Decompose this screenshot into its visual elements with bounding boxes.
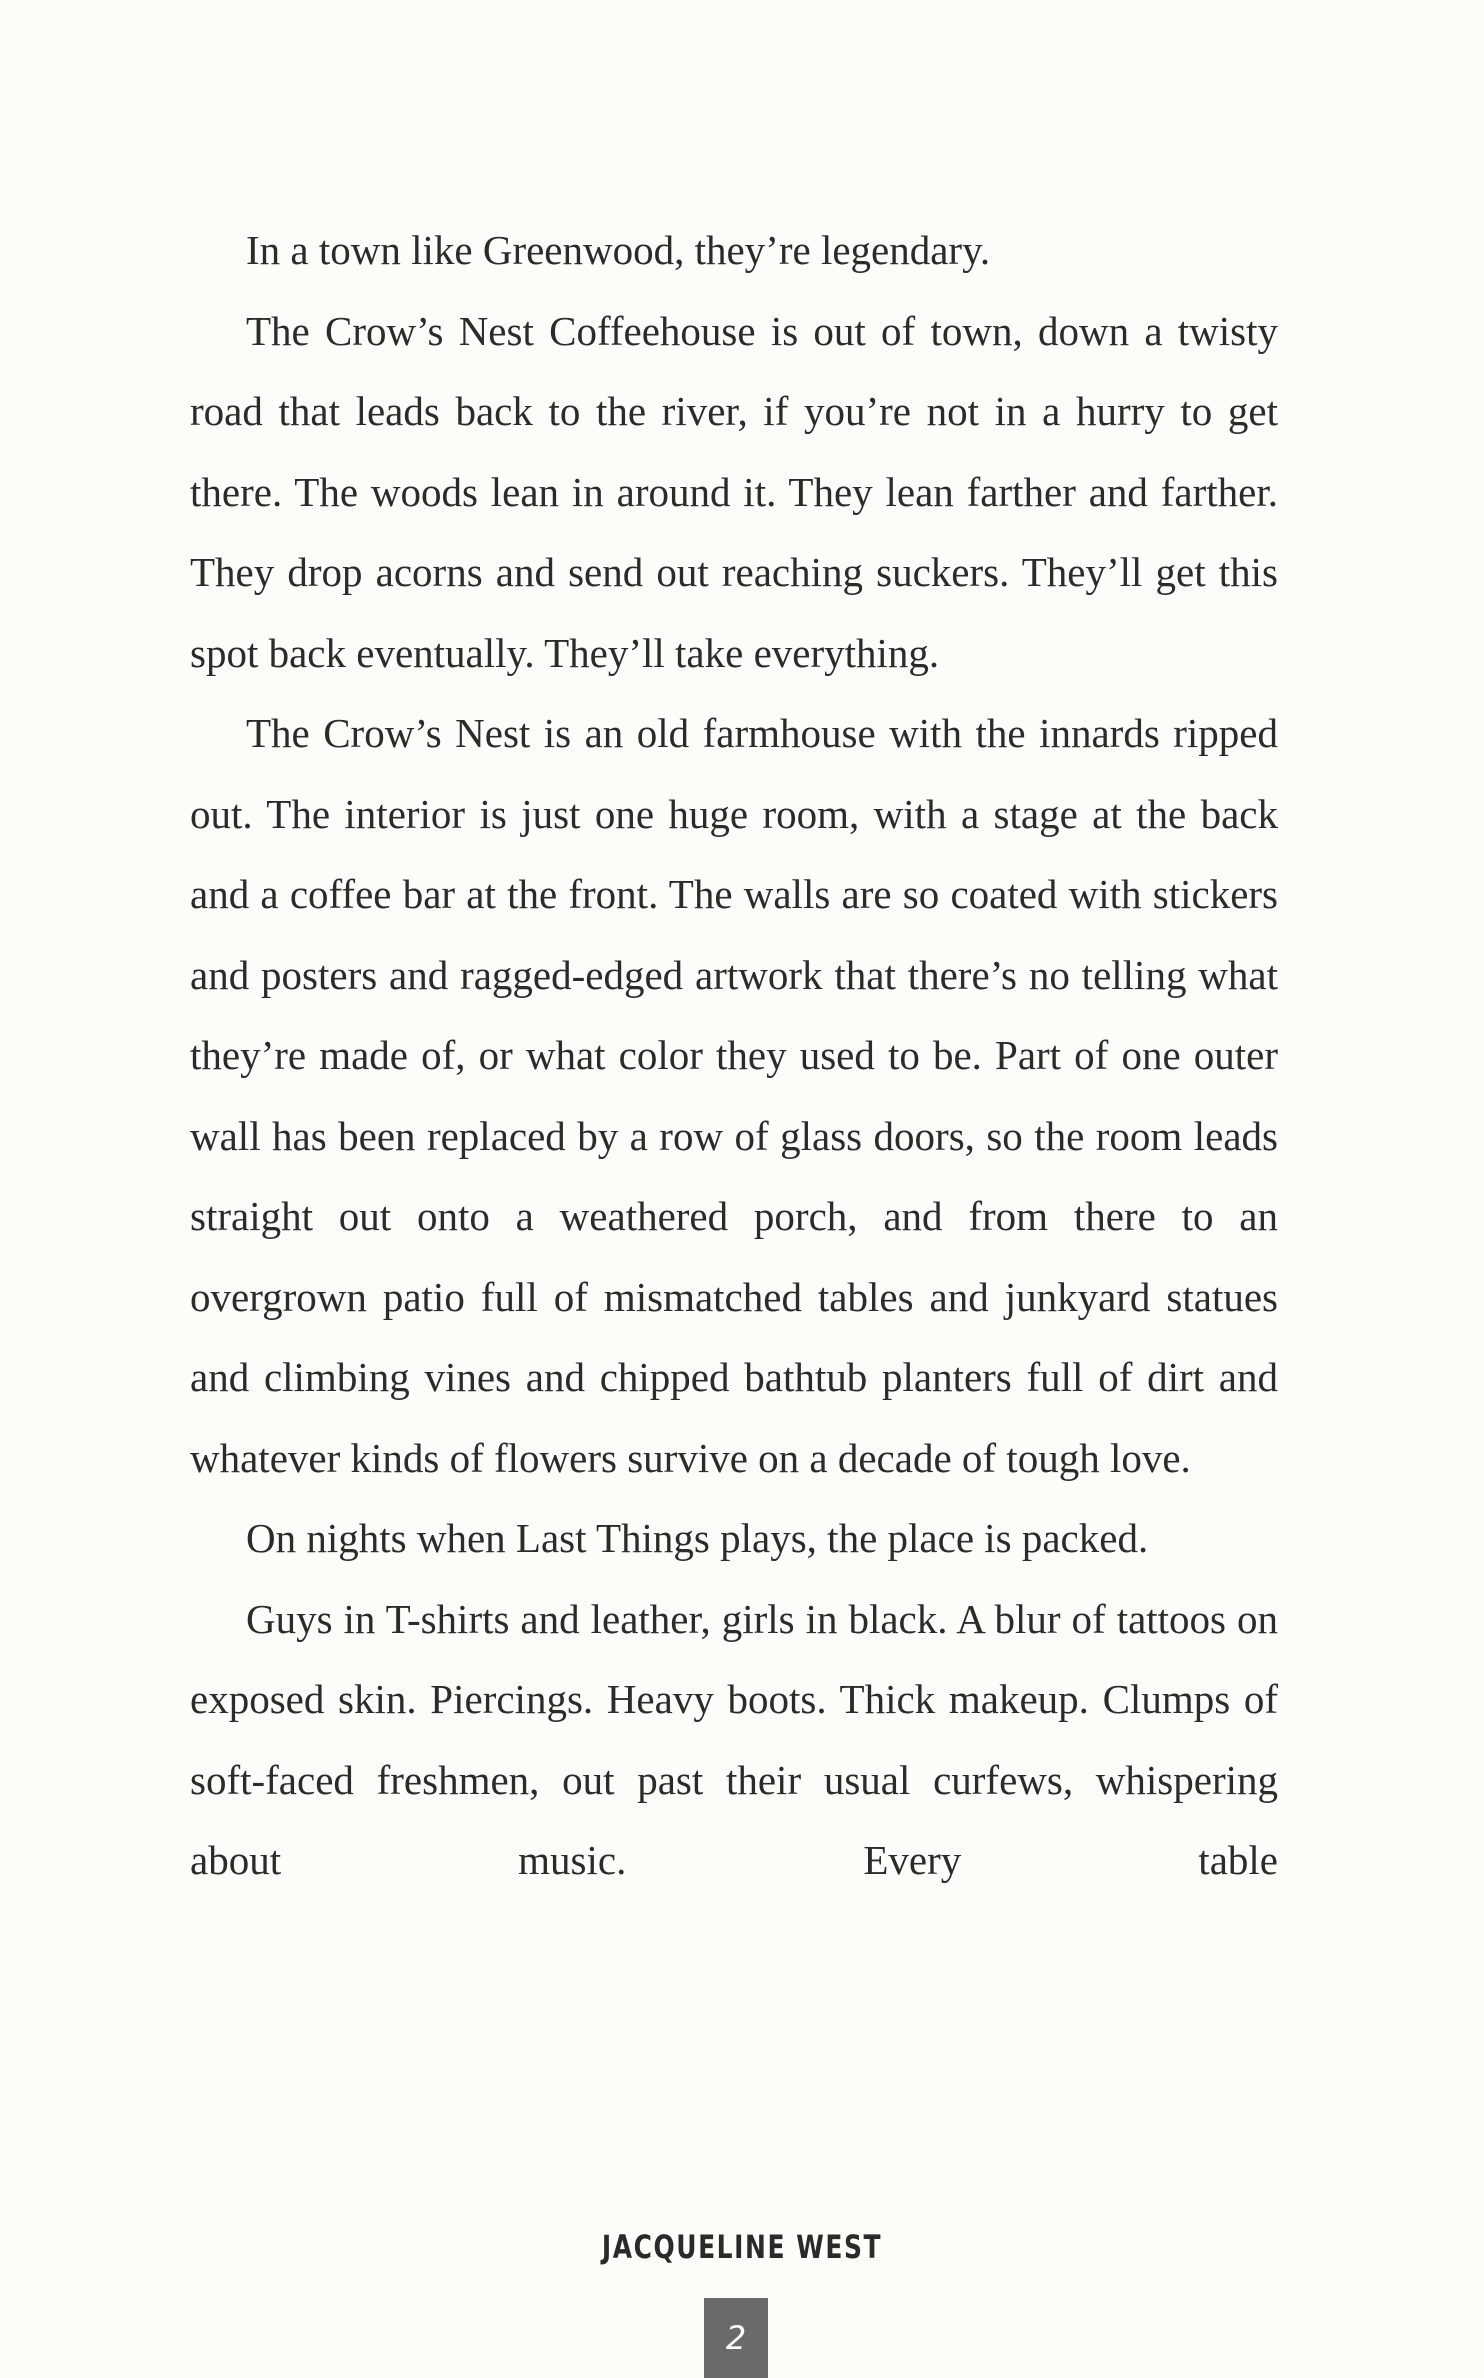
paragraph-1: In a town like Greenwood, they’re legendary. [246,227,991,273]
paragraph-3: The Crow’s Nest is an old farmhouse with the innards ripped out. The interior is just one huge room, with a stage at the back and a coffee bar at the front. The walls are so coated with stickers and posters and ragged-edged artwork that there’s no telling what they’re made of, or what color they used to be. Part of one outer wall has been replaced by a row of glass doors, so the room leads straight out onto a weathered porch, and from there to an overgrown patio full of mismatched tables and junkyard statues and climbing vines and chipped bathtub planters full of dirt and whatever kinds of flowers survive on a decade of tough love. [190,710,1278,1481]
running-footer-author: JACQUELINE WEST [601,2228,883,2266]
paragraph-4: On nights when Last Things plays, the place is packed. [246,1515,1149,1561]
paragraph-5: Guys in T-shirts and leather, girls in black. A blur of tattoos on exposed skin. Piercings. Heavy boots. Thick makeup. Clumps of soft-faced freshmen, out past their usual curfews, whispering about music. Every table [190,1595,1278,1883]
paragraph-2: The Crow’s Nest Coffeehouse is out of town, down a twisty road that leads back to the river, if you’re not in a hurry to get there. The woods lean in around it. They lean farther and farther. They drop acorns and send out reaching suckers. They’ll get this spot back eventually. They’ll take everything. [190,307,1278,676]
page-number-badge [704,2298,768,2378]
body-text [190,210,1278,1901]
page-number: 2 [725,2319,747,2357]
